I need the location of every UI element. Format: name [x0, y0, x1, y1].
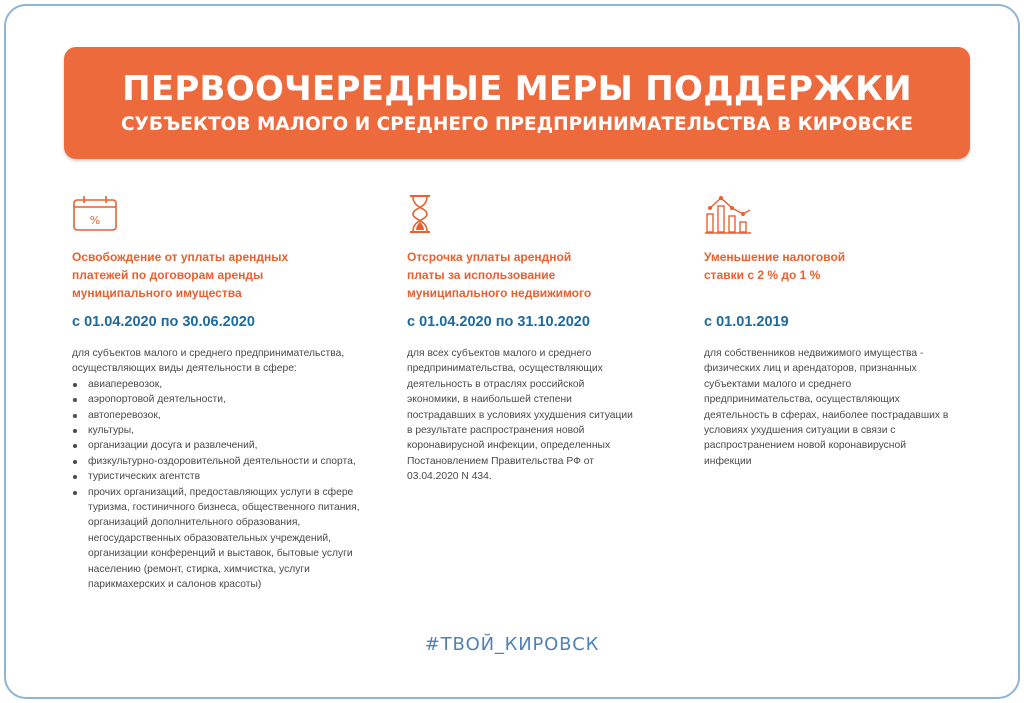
- page-title: ПЕРВООЧЕРЕДНЫЕ МЕРЫ ПОДДЕРЖКИ: [122, 69, 912, 109]
- calendar-percent-icon: [72, 194, 372, 236]
- measure-heading: Освобождение от уплаты арендных платежей по договорам аренды муниципального имущества: [72, 250, 289, 300]
- measure-period: с 01.01.2019: [704, 314, 789, 330]
- page-subtitle: СУБЪЕКТОВ МАЛОГО И СРЕДНЕГО ПРЕДПРИНИМАТЕЛЬСТВА В КИРОВСКЕ: [120, 114, 913, 135]
- list-item: организации досуга и развлечений,: [72, 438, 372, 453]
- hashtag: #ТВОЙ_КИРОВСК: [424, 634, 600, 655]
- list-item: аэропортовой деятельности,: [72, 392, 372, 407]
- measure-description: для собственников недвижимого имущества - физических лиц и арендаторов, признанных субъектами малого и среднего предпринимательства, осуществляющих деятельность в сферах, наиболее пострадавших в условиях ухудшения ситуации в связи с распространением новой коронавирусной инфекции: [704, 348, 949, 467]
- svg-text:%: %: [89, 214, 101, 227]
- list-item: прочих организаций, предоставляющих услуги в сфере туризма, гостиничного бизнеса, общественного питания, организаций дополнительного образования, негосударственных образовательных учреждений, организации конференций и выставок, бытовые услуги населению (ремонт, стирка, химчистка, услуги парикмахерских и салонов красоты): [72, 485, 372, 593]
- hourglass-icon: [407, 194, 667, 236]
- list-item: авиаперевозок,: [72, 377, 372, 392]
- measure-tax-reduction: [704, 194, 964, 469]
- list-item: культуры,: [72, 423, 372, 438]
- measure-description: для всех субъектов малого и среднего предпринимательства, осуществляющих деятельность в отраслях российской экономики, в наибольшей степени пострадавших в условиях ухудшения ситуации в результате распространения новой коронавирусной инфекции, определенных Постановлением Правительства РФ от 03.04.2020 N 434.: [407, 348, 633, 483]
- bar-chart-decline-icon: [704, 194, 964, 236]
- measure-period: с 01.04.2020 по 31.10.2020: [407, 314, 590, 330]
- title-banner: [64, 47, 970, 159]
- list-item: физкультурно-оздоровительной деятельности и спорта,: [72, 454, 372, 469]
- list-item: автоперевозок,: [72, 408, 372, 423]
- list-item: туристических агентств: [72, 469, 372, 484]
- activity-list: [72, 377, 372, 593]
- measure-rent-deferral: [407, 194, 667, 485]
- measure-heading: Уменьшение налоговой ставки с 2 % до 1 %: [704, 250, 846, 282]
- measure-heading: Отсрочка уплаты арендной платы за использование муниципального недвижимого: [407, 250, 592, 300]
- measure-description: для субъектов малого и среднего предпринимательства, осуществляющих виды деятельности в сфере: авиаперевозок, аэропортовой деятельности, автоперевозок, культуры, организации досуга и развлечений, физкультурно-оздоровительной деятельности и спорта, туристических агентств прочих организаций, предоставляющих услуги в сфере туризма, гостиничного бизнеса, общественного питания, организаций дополнительного образования, негосударственных образовательных учреждений, организации конференций и выставок, бытовые услуги населению (ремонт, стирка, химчистка, услуги парикмахерских и салонов красоты): [72, 346, 372, 593]
- measure-rent-exemption: [72, 194, 372, 593]
- measure-period: с 01.04.2020 по 30.06.2020: [72, 314, 255, 330]
